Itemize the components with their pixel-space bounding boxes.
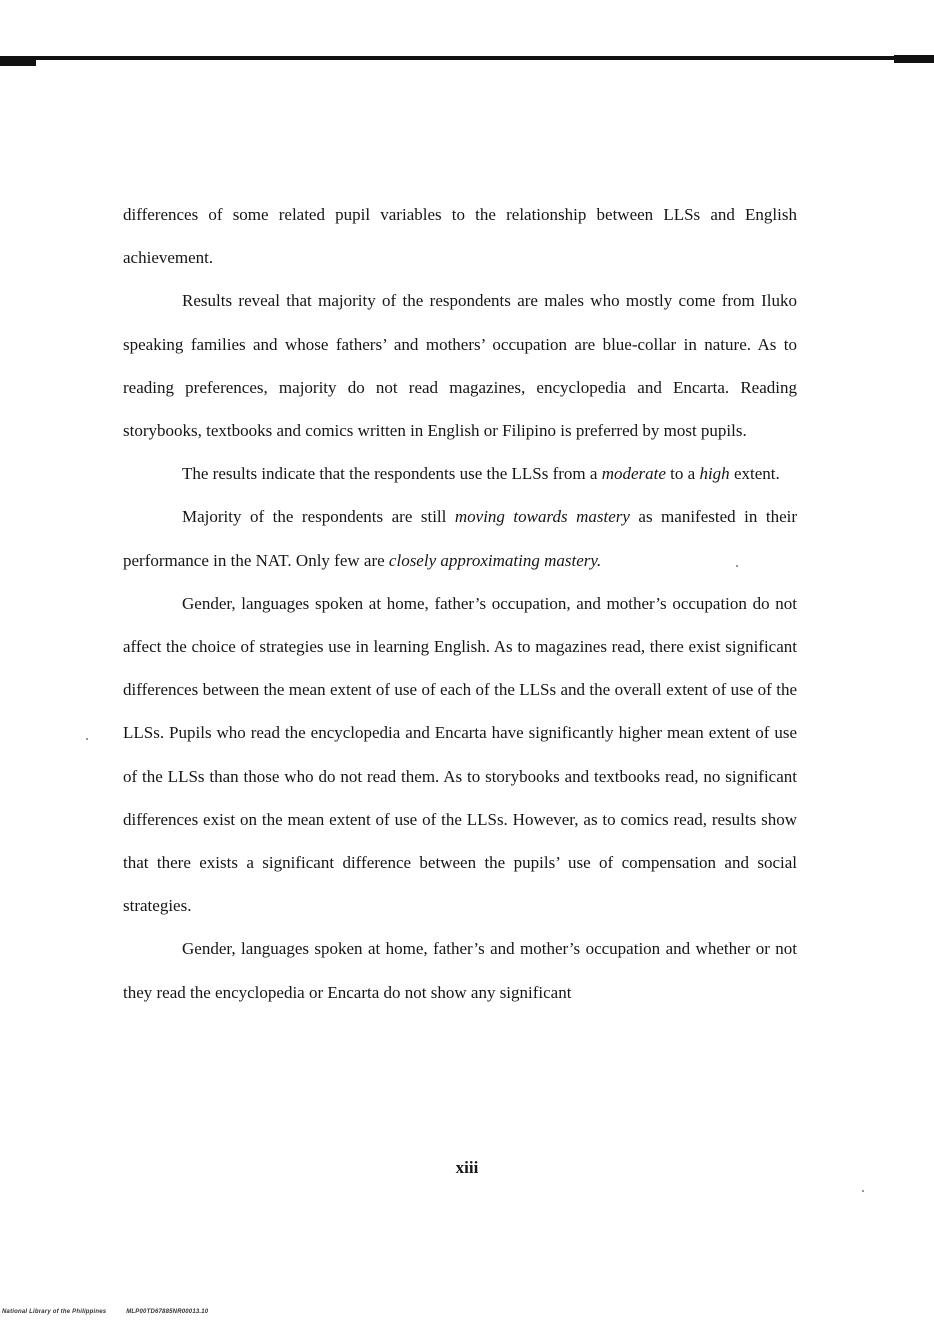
emphasis-text: moving towards mastery — [454, 507, 630, 527]
emphasis-text: high — [699, 464, 730, 484]
scan-speck — [862, 1190, 864, 1192]
page-number: xiii — [455, 1158, 479, 1177]
paragraph-text: Gender, languages spoken at home, father’s occupation, and mother’s occupation do not affect the choice of strategies use in learning English. As to magazines read, there exist significant differences between the mean extent of use of each of the LLSs and the overall extent of use of the LLSs. Pupils who read the encyclopedia and Encarta have significantly higher mean extent of use of the LLSs than those who do not read them. As to storybooks and textbooks read, no significant differences exist on the mean extent of use of the LLSs. However, as to comics read, results show that there exists a significant difference between the pupils’ use of compensation and social strategies. — [123, 593, 797, 916]
paragraph-3 — [123, 452, 797, 495]
paragraph-text: The results indicate that the respondents use the LLSs from a — [182, 464, 602, 484]
paragraph-text: Majority of the respondents are still — [182, 507, 455, 527]
footer-library-name: National Library of the Philippines — [2, 1309, 107, 1315]
paragraph-text: differences of some related pupil variables to the relationship between LLSs and English achievement. — [123, 205, 797, 268]
paragraph-2 — [123, 279, 797, 452]
paragraph-text: as manifested in their performance in the NAT. Only few are — [123, 507, 798, 570]
scan-edge-line — [0, 56, 934, 60]
paragraph-1 — [123, 193, 797, 279]
emphasis-text: closely approximating mastery. — [388, 550, 602, 570]
paragraph-6 — [123, 927, 797, 1013]
paragraph-4 — [123, 495, 797, 581]
archive-footer-stamp — [2, 1309, 208, 1315]
paragraph-text: Gender, languages spoken at home, father’s and mother’s occupation and whether or not they read the encyclopedia or Encarta do not show any significant — [123, 939, 797, 1002]
footer-document-code: MLP00TD67885NR00013.10 — [126, 1309, 209, 1315]
document-body — [123, 193, 797, 1014]
paragraph-text: Results reveal that majority of the respondents are males who mostly come from Iluko speaking families and whose fathers’ and mothers’ occupation are blue-collar in nature. As to reading preferences, majority do not read magazines, encyclopedia and Encarta. Reading storybooks, textbooks and comics written in English or Filipino is preferred by most pupils. — [123, 291, 797, 441]
paragraph-5 — [123, 582, 797, 928]
scan-edge-right-mark — [894, 55, 934, 63]
scan-edge-left-mark — [0, 58, 36, 66]
scan-edge-bar — [0, 54, 934, 64]
emphasis-text: moderate — [601, 464, 666, 484]
paragraph-text: to a — [665, 464, 700, 484]
scan-speck — [86, 738, 88, 740]
paragraph-text: extent. — [729, 464, 780, 484]
